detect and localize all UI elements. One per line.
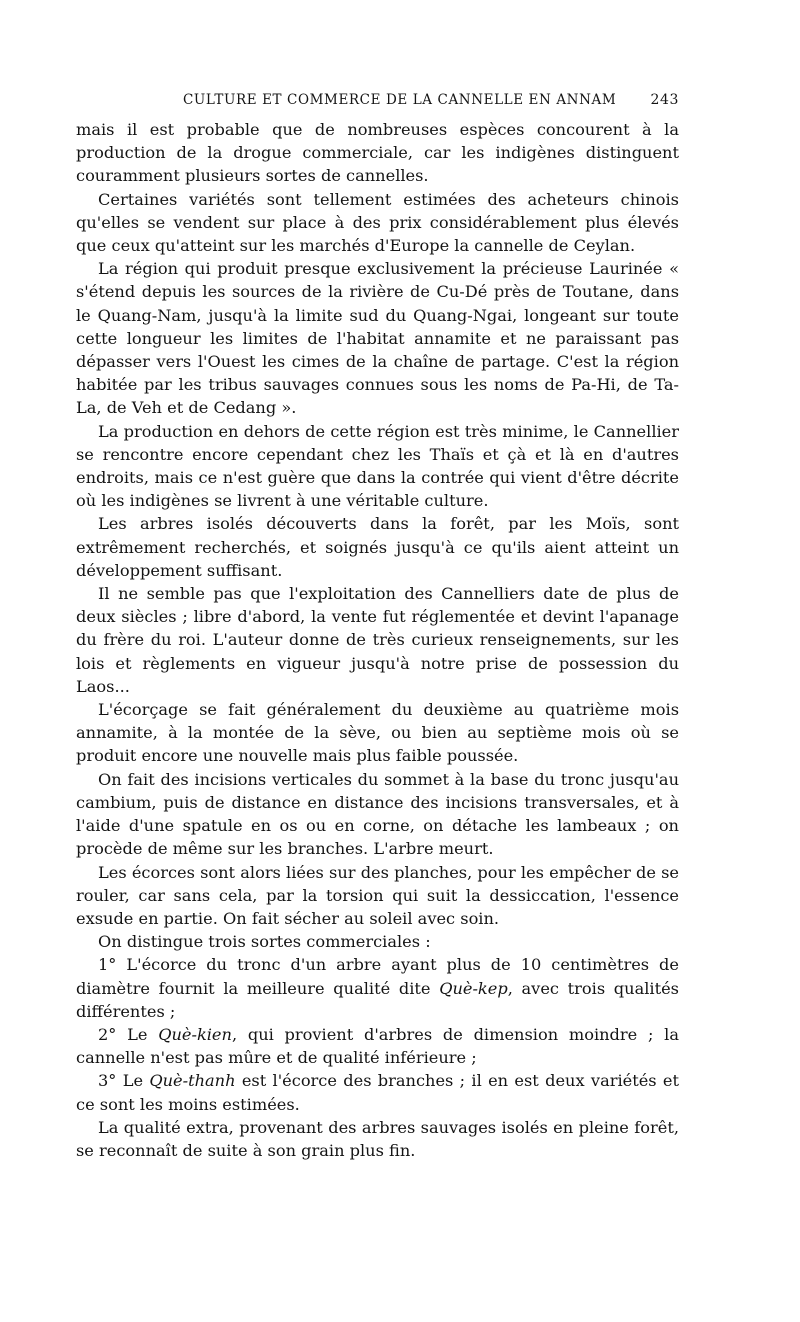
paragraph-7: L'écorçage se fait généralement du deuxième au quatrième mois annamite, à la montée de la sève, ou bien au septième mois où se produit encore une nouvelle mais plus faible poussée. bbox=[76, 700, 679, 766]
paragraph-4: La production en dehors de cette région est très minime, le Cannellier se rencontre encore cependant chez les Thaïs et çà et là en d'autres endroits, mais ce n'est guère que dans la contrée qui vient d'être décrite où les indigènes se livrent à une véritable culture. bbox=[76, 421, 679, 511]
paragraph-5: Les arbres isolés découverts dans la forêt, par les Moïs, sont extrêmement recherchés, et soignés jusqu'à ce qu'ils aient atteint un développement suffisant. bbox=[76, 514, 679, 580]
paragraph-14: La qualité extra, provenant des arbres sauvages isolés en pleine forêt, se reconnaît de suite à son grain plus fin. bbox=[76, 1117, 679, 1160]
paragraph-12 bbox=[76, 1023, 679, 1069]
paragraph-10: On distingue trois sortes commerciales : bbox=[98, 932, 431, 952]
running-title: CULTURE ET COMMERCE DE LA CANNELLE EN ANNAM bbox=[183, 92, 617, 108]
paragraph-11-text-after: , avec trois qualités différentes ; bbox=[76, 978, 679, 1021]
paragraph-13-text-after: est l'écorce des branches ; il en est deux variétés et ce sont les moins estimées. bbox=[76, 1071, 679, 1114]
term-que-thanh: Què-thanh bbox=[149, 1071, 236, 1091]
body-text bbox=[76, 118, 679, 1162]
paragraph-9: Les écorces sont alors liées sur des planches, pour les empêcher de se rouler, car sans cela, par la torsion qui suit la dessiccation, l'essence exsude en partie. On fait sécher au soleil avec soin. bbox=[76, 862, 679, 928]
paragraph-6: Il ne semble pas que l'exploitation des Cannelliers date de plus de deux siècles ; libre d'abord, la vente fut réglementée et devint l'apanage du frère du roi. L'auteur donne de très curieux renseignements, sur les lois et règlements en vigueur jusqu'à notre prise de possession du Laos... bbox=[76, 584, 679, 696]
paragraph-2: Certaines variétés sont tellement estimées des acheteurs chinois qu'elles se vendent sur place à des prix considérablement plus élevés que ceux qu'atteint sur les marchés d'Europe la cannelle de Ceylan. bbox=[76, 189, 679, 256]
paragraph-3: La région qui produit presque exclusivement la précieuse Laurinée « s'étend depuis les sources de la rivière de Cu-Dé près de Toutane, dans le Quang-Nam, jusqu'à la limite sud du Quang-Ngai, longeant sur toute cette longueur les limites de l'habitat annamite et ne paraissant pas dépasser vers l'Ouest les cimes de la chaîne de partage. C'est la région habitée par les tribus sauvages connues sous les noms de Pa-Hi, de Ta-La, de Veh et de Cedang ». bbox=[76, 259, 679, 418]
paragraph-13-text-before: 3° Le bbox=[98, 1071, 150, 1091]
book-page bbox=[76, 92, 679, 1162]
paragraph-11-text-before: 1° L'écorce du tronc d'un arbre ayant plus de 10 centimètres de diamètre fournit la meilleure qualité dite bbox=[76, 955, 679, 998]
page-number: 243 bbox=[650, 92, 679, 108]
paragraph-8: On fait des incisions verticales du sommet à la base du tronc jusqu'au cambium, puis de distance en distance des incisions transversales, et à l'aide d'une spatule en os ou en corne, on détache les lambeaux ; on procède de même sur les branches. L'arbre meurt. bbox=[76, 769, 679, 859]
term-que-kep: Què-kep bbox=[439, 978, 508, 998]
paragraph-12-text-before: 2° Le bbox=[98, 1024, 159, 1044]
term-que-kien: Què-kien bbox=[158, 1024, 232, 1044]
paragraph-1: mais il est probable que de nombreuses espèces concourent à la production de la drogue commerciale, car les indigènes distinguent couramment plusieurs sortes de cannelles. bbox=[76, 120, 679, 186]
paragraph-13 bbox=[76, 1069, 679, 1115]
paragraph-12-text-after: , qui provient d'arbres de dimension moindre ; la cannelle n'est pas mûre et de qualité inférieure ; bbox=[76, 1024, 679, 1068]
paragraph-11 bbox=[76, 953, 679, 1023]
running-head bbox=[76, 92, 679, 118]
